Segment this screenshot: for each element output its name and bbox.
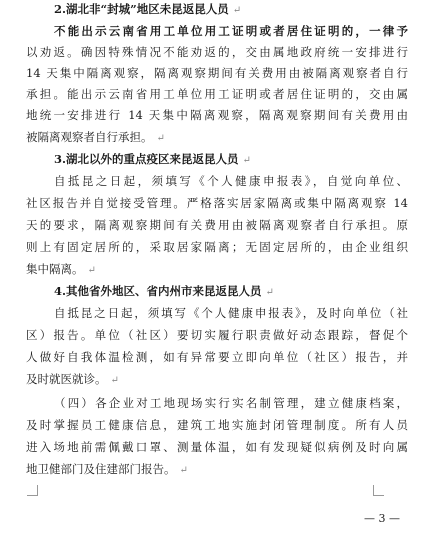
line-text: 天的要求，隔离观察期间有关费用由被隔离观察者自行承担。原: [26, 218, 408, 232]
paragraph-mark-icon: ↵: [156, 133, 165, 144]
body-text-line: [26, 240, 408, 254]
paragraph-mark-icon: ↵: [87, 265, 96, 276]
line-text: 集中隔离。: [26, 262, 84, 276]
line-text: 承担。能出示云南省用工单位用工证明或者居住证明的，交由属: [26, 87, 408, 101]
body-text-line: [26, 462, 408, 478]
line-text: 及时掌握员工健康信息，建筑工地实施封闭管理制度。所有人员: [26, 418, 408, 432]
section-heading: [26, 284, 408, 300]
body-text-line: [26, 396, 408, 410]
paragraph-mark-icon: ↵: [110, 375, 119, 386]
paragraph-mark-icon: ↵: [242, 155, 251, 166]
body-text-line: [26, 350, 408, 364]
line-text: 14 天集中隔离观察，隔离观察期间有关费用由被隔离观察者自行: [26, 66, 408, 80]
body-text-line: [26, 418, 408, 432]
body-text-line: [26, 440, 408, 454]
line-text: 不能出示云南省用工单位用工证明或者居住证明的，一律予: [54, 24, 408, 38]
body-text-line: [26, 66, 408, 80]
line-text: 地卫健部门及住建部门报告。: [26, 462, 176, 476]
line-text: 被隔离观察者自行承担。: [26, 130, 153, 144]
line-text: 2.湖北非“封城”地区未昆返昆人员: [54, 2, 229, 16]
margin-corner-mark-left: [27, 485, 38, 496]
line-text: 则上有固定居所的，采取居家隔离；无固定居所的，由企业组织: [26, 240, 408, 254]
line-text: 4.其他省外地区、省内州市来昆返昆人员: [54, 284, 262, 298]
margin-corner-mark-right: [373, 485, 384, 496]
line-text: 区）报告。单位（社区）要切实履行职责做好动态跟踪，督促个: [26, 328, 408, 342]
page-number: — 3 —: [364, 512, 400, 525]
line-text: （四）各企业对工地现场实行实名制管理，建立健康档案，: [54, 396, 408, 410]
paragraph-mark-icon: ↵: [179, 465, 188, 476]
body-text-line: [26, 306, 408, 320]
line-text: 以劝返。确因特殊情况不能劝返的，交由属地政府统一安排进行: [26, 45, 408, 59]
body-text-line: [26, 24, 408, 38]
body-text-line: [26, 262, 408, 278]
body-text-line: [26, 174, 408, 188]
line-text: 及时就医就诊。: [26, 372, 107, 386]
body-text-line: [26, 218, 408, 232]
line-text: 3.湖北以外的重点疫区来昆返昆人员: [54, 152, 239, 166]
section-heading: [26, 152, 408, 168]
body-text-line: [26, 372, 408, 388]
paragraph-mark-icon: ↵: [232, 5, 242, 16]
body-text-line: [26, 328, 408, 342]
line-text: 自抵昆之日起，须填写《个人健康申报表》，及时向单位（社: [54, 306, 408, 320]
line-text: 人做好自我体温检测，如有异常要立即向单位（社区）报告，并: [26, 350, 408, 364]
body-text-line: [26, 87, 408, 101]
line-text: 进入场地前需佩戴口罩、测量体温，如有发现疑似病例及时向属: [26, 440, 408, 454]
body-text-line: [26, 196, 408, 210]
line-text: 自抵昆之日起，须填写《个人健康申报表》，自觉向单位、: [54, 174, 408, 188]
section-heading: [26, 2, 408, 18]
body-text-line: [26, 130, 408, 146]
body-text-line: [26, 45, 408, 59]
line-text: 社区报告并自觉接受管理。严格落实居家隔离或集中隔离观察 14: [26, 196, 408, 210]
line-text: 地统一安排进行 14 天集中隔离观察，隔离观察期间有关费用由: [26, 108, 408, 122]
paragraph-mark-icon: ↵: [265, 287, 274, 298]
body-text-line: [26, 108, 408, 122]
